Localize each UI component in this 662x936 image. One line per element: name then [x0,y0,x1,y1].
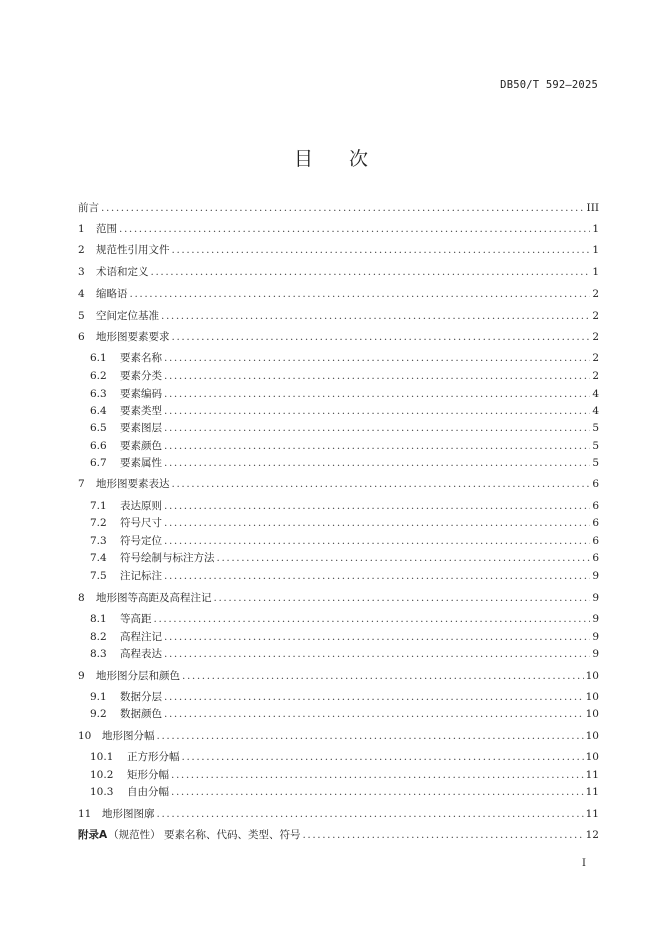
toc-entry-label: 规范性引用文件 [96,244,170,256]
toc-entry[interactable] [90,647,599,661]
toc-entry-label: 要素分类 [120,370,162,382]
toc-leader-dots [164,499,590,513]
toc-leader-dots [164,369,590,383]
toc-entry[interactable] [90,534,599,548]
toc-entry-number: 6.1 [90,352,107,364]
toc-entry[interactable] [90,551,599,565]
toc-entry[interactable] [78,309,599,323]
toc-entry-number: 9 [78,670,85,682]
toc-entry-number: 4 [78,288,85,300]
toc-entry-number: 6.4 [90,405,107,417]
toc-leader-dots [164,456,590,470]
toc-entry-page: 6 [592,517,599,529]
toc-entry-number: 8 [78,592,85,604]
toc-entry-label: 缩略语 [96,288,128,300]
toc-leader-dots [164,630,590,644]
toc-entry-label: 表达原则 [120,500,162,512]
toc-leader-dots [164,351,590,365]
toc-entry-label: 范围 [96,223,117,235]
toc-leader-dots [157,807,584,821]
title-char-1: 目 [293,148,313,170]
toc-entry-page: 6 [592,552,599,564]
toc-entry-label: 要素名称 [120,352,162,364]
toc-entry-number: 7.4 [90,552,107,564]
toc-entry-number: 6.5 [90,422,107,434]
page-number: I [582,858,586,869]
toc-leader-dots [164,421,590,435]
toc-entry-number: 10 [78,730,92,742]
toc-entry-number: 6.7 [90,457,107,469]
toc-entry-page: 9 [592,613,599,625]
toc-leader-dots [164,387,590,401]
toc-leader-dots [151,265,591,279]
toc-entry-page: 1 [592,244,599,256]
toc-entry-label: 要素编码 [120,388,162,400]
toc-leader-dots [164,690,584,704]
toc-entry-page: 4 [592,388,599,400]
toc-entry-label: 注记标注 [120,570,162,582]
toc-entry-label: 符号尺寸 [120,517,162,529]
toc-entry[interactable] [90,750,599,764]
toc-entry-number: 5 [78,310,85,322]
toc-entry-label: 符号定位 [120,535,162,547]
title-char-2: 次 [349,148,369,170]
toc-entry-label: 数据颜色 [120,708,162,720]
toc-entry[interactable] [78,201,599,215]
toc-entry-page: 5 [592,440,599,452]
toc-leader-dots [217,551,591,565]
toc-leader-dots [172,243,591,257]
toc-entry-page: 9 [592,592,599,604]
toc-entry[interactable] [90,569,599,583]
toc-entry-number: 7 [78,478,85,490]
toc-entry-page: III [586,202,599,214]
toc-entry[interactable] [78,287,599,301]
toc-leader-dots [164,516,590,530]
toc-leader-dots [164,569,590,583]
toc-entry-number: 7.1 [90,500,107,512]
toc-entry-number: 10.3 [90,786,114,798]
toc-entry-label: 术语和定义 [96,266,149,278]
toc-entry-label: 正方形分幅 [127,751,180,763]
toc-entry-label: 地形图要素表达 [96,478,170,490]
toc-entry[interactable] [90,785,599,799]
toc-entry[interactable] [90,630,599,644]
toc-entry-page: 10 [585,751,599,763]
toc-leader-dots [154,612,591,626]
toc-leader-dots [171,785,584,799]
toc-entry[interactable] [90,421,599,435]
toc-entry-number: 2 [78,244,85,256]
toc-entry-number: 10.2 [90,769,114,781]
toc-entry[interactable] [90,439,599,453]
toc-leader-dots [182,669,584,683]
toc-entry-page: 5 [592,457,599,469]
toc-leader-dots [119,222,590,236]
toc-leader-dots [101,201,585,215]
toc-entry-page: 1 [592,266,599,278]
toc-entry[interactable] [90,612,599,626]
toc-entry-number: 7.5 [90,570,107,582]
toc-entry-number: 8.1 [90,613,107,625]
toc-entry[interactable] [90,768,599,782]
toc-entry-number: 9.1 [90,691,107,703]
toc-entry-page: 9 [592,631,599,643]
toc-entry-label: 地形图分幅 [102,730,155,742]
toc-entry-number: 7.3 [90,535,107,547]
toc-entry-label: 要素图层 [120,422,162,434]
toc-entry-page: 2 [592,331,599,343]
toc-entry-number: 3 [78,266,85,278]
toc-entry-label: 自由分幅 [127,786,169,798]
toc-entry-page: 1 [592,223,599,235]
toc-entry[interactable] [90,516,599,530]
toc-entry-page: 11 [585,808,599,820]
toc-entry-label: 要素属性 [120,457,162,469]
page-title [0,144,662,171]
toc-leader-dots [164,439,590,453]
toc-entry[interactable] [78,807,599,821]
toc-entry[interactable] [90,351,599,365]
toc-entry[interactable] [90,387,599,401]
toc-entry-page: 2 [592,370,599,382]
toc-entry-label: 要素颜色 [120,440,162,452]
toc-entry[interactable] [78,265,599,279]
toc-entry-page: 11 [585,769,599,781]
toc-leader-dots [164,404,590,418]
toc-entry[interactable] [78,591,599,605]
toc-entry-page: 6 [592,500,599,512]
toc-entry-page: 9 [592,648,599,660]
toc-entry-page: 2 [592,288,599,300]
toc-entry-page: 10 [585,691,599,703]
toc-entry-label: （规范性） 要素名称、代码、类型、符号 [108,829,301,841]
toc-entry-number: 8.3 [90,648,107,660]
toc-entry[interactable] [78,828,599,842]
toc-entry-number: 6.6 [90,440,107,452]
toc-entry-label: 矩形分幅 [127,769,169,781]
toc-entry-page: 10 [585,708,599,720]
toc-entry[interactable] [78,243,599,257]
toc-leader-dots [214,591,591,605]
toc-entry-number: 10.1 [90,751,114,763]
toc-entry[interactable] [78,477,599,491]
toc-entry[interactable] [90,499,599,513]
toc-leader-dots [172,477,591,491]
toc-entry-page: 10 [585,670,599,682]
toc-entry-label: 要素类型 [120,405,162,417]
toc-entry-number: 8.2 [90,631,107,643]
toc-entry-number: 1 [78,223,85,235]
toc-entry-label: 地形图要素要求 [96,331,170,343]
toc-entry-page: 4 [592,405,599,417]
toc-entry[interactable] [90,456,599,470]
toc-entry-label: 高程表达 [120,648,162,660]
toc-entry[interactable] [90,404,599,418]
toc-entry-page: 10 [585,730,599,742]
toc-entry-page: 9 [592,570,599,582]
toc-entry-page: 2 [592,310,599,322]
toc-entry-label: 空间定位基准 [96,310,159,322]
toc-entry-page: 6 [592,535,599,547]
toc-entry[interactable] [78,669,599,683]
toc-leader-dots [157,729,584,743]
toc-leader-dots [164,707,584,721]
toc-entry[interactable] [90,690,599,704]
toc-leader-dots [302,828,583,842]
toc-entry-page: 2 [592,352,599,364]
toc-entry-number: 附录A [78,829,108,841]
toc-entry-number: 9.2 [90,708,107,720]
toc-entry-page: 12 [585,829,599,841]
toc-entry-number: 6 [78,331,85,343]
toc-entry-label: 数据分层 [120,691,162,703]
toc-entry-label: 地形图分层和颜色 [96,670,180,682]
toc-entry-label: 地形图等高距及高程注记 [96,592,212,604]
toc-leader-dots [164,647,590,661]
toc-leader-dots [161,309,590,323]
toc-entry-number: 6.2 [90,370,107,382]
toc-entry[interactable] [90,369,599,383]
toc-leader-dots [172,330,591,344]
toc-entry-page: 11 [585,786,599,798]
toc-entry-label: 符号绘制与标注方法 [120,552,215,564]
toc-entry-label: 地形图图廓 [102,808,155,820]
toc-entry-label: 等高距 [120,613,152,625]
document-code: DB50/T 592—2025 [500,79,598,91]
toc-entry-number: 7.2 [90,517,107,529]
toc-entry-number: 11 [78,808,92,820]
toc-leader-dots [182,750,584,764]
toc-leader-dots [171,768,584,782]
toc-leader-dots [164,534,590,548]
toc-entry-label: 高程注记 [120,631,162,643]
toc-entry[interactable] [78,330,599,344]
toc-leader-dots [130,287,591,301]
toc-entry[interactable] [78,729,599,743]
toc-entry-page: 5 [592,422,599,434]
toc-entry-number: 6.3 [90,388,107,400]
toc-entry[interactable] [90,707,599,721]
toc-entry[interactable] [78,222,599,236]
toc-entry-page: 6 [592,478,599,490]
toc-entry-label: 前言 [78,202,99,214]
